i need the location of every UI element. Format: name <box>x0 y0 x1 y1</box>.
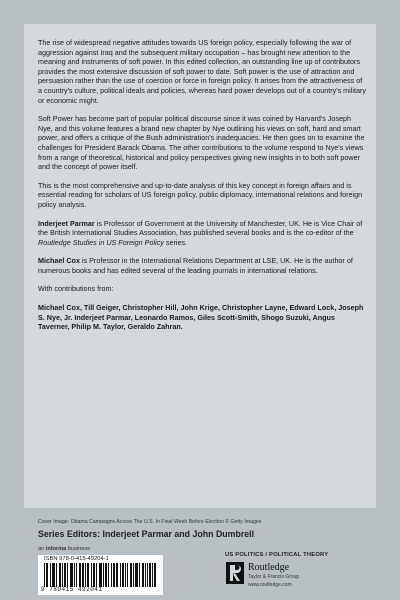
barcode-bar <box>76 563 77 587</box>
publisher-name: Routledge <box>248 562 290 573</box>
barcode-bar <box>85 563 86 587</box>
publisher-url: www.routledge.com <box>248 582 292 588</box>
barcode-bar <box>62 563 63 587</box>
barcode-bar <box>71 563 72 587</box>
routledge-logo-icon <box>226 562 244 584</box>
barcode-bar <box>88 563 89 587</box>
barcode-bar <box>82 563 83 587</box>
barcode-bar <box>80 563 81 587</box>
barcode-bar <box>93 563 94 587</box>
barcode-bar <box>136 563 137 587</box>
barcode-bar <box>106 563 107 587</box>
editor-bio-cox <box>38 256 366 275</box>
barcode-bar <box>101 563 102 587</box>
series-editors: Series Editors: Inderjeet Parmar and John Dumbrell <box>38 529 255 539</box>
barcode-bar <box>127 563 128 587</box>
barcode-bar <box>152 563 153 587</box>
editor-name-parmar: Inderjeet Parmar <box>38 218 95 228</box>
contributors-list: Michael Cox, Till Geiger, Christopher Hill, John Krige, Christopher Layne, Edward Lock, Joseph S. Nye, Jr. Inderjeet Parmar, Leonardo Ramos, Giles Scott-Smith, Shogo Suzuki, Angus Taverner, Philip M. Taylor, Geraldo Zahran. <box>38 303 364 332</box>
barcode-bar <box>53 563 54 587</box>
barcode-bar <box>122 563 123 587</box>
editor-bio-parmar-end: series. <box>163 237 188 247</box>
barcode-bar <box>87 563 88 587</box>
barcode-bar <box>149 563 150 587</box>
barcode-bar <box>56 563 57 587</box>
barcode-bar <box>113 563 114 587</box>
barcode-bar <box>70 563 71 587</box>
publisher-group: Taylor & Francis Group <box>248 574 300 580</box>
editor-bio-parmar-text: is Professor of Government at the University of Manchester, UK. He is Vice Chair of the British International Studies Association, has published several books and is the co-editor of the <box>38 218 363 238</box>
barcode-bar <box>44 563 45 587</box>
barcode-bar <box>155 563 156 587</box>
barcode-bar <box>143 563 144 587</box>
barcode-bar <box>59 563 60 587</box>
barcode-bar <box>60 563 61 587</box>
barcode-bars <box>44 563 157 587</box>
barcode-bar <box>64 563 65 587</box>
barcode-bar <box>72 563 73 587</box>
barcode-bar <box>52 563 53 587</box>
barcode-bar <box>123 563 124 587</box>
subject-category: US POLITICS / POLITICAL THEORY <box>225 552 329 558</box>
barcode-bar <box>120 563 121 587</box>
blurb-paragraph-1: The rise of widespread negative attitudes towards US foreign policy, especially following the war of aggression against Iraq and the subsequent military occupation – has brought new attention to the meaning and instruments of soft power. In this edited collection, an outstanding line up of contributors provides the most extensive discussion of soft power to date. Soft power is the use of attraction and persuasion rather than the use of coercion or force in foreign policy. It arises from the attractiveness of a country's culture, political ideals and policies, whereas hard power develops out of a country's military or economic might. <box>38 38 366 105</box>
series-title: Routledge Studies in US Foreign Policy <box>38 237 164 247</box>
barcode-bar <box>137 563 138 587</box>
barcode-bar <box>150 563 151 587</box>
isbn-digits: 9 780415 492041 <box>41 586 103 593</box>
barcode-bar <box>91 563 92 587</box>
barcode-bar <box>125 563 126 587</box>
barcode-bar <box>103 563 104 587</box>
barcode-bar <box>147 563 148 587</box>
barcode-bar <box>131 563 132 587</box>
barcode-bar <box>54 563 55 587</box>
barcode-bar <box>100 563 101 587</box>
barcode-bar <box>105 563 106 587</box>
back-cover-text <box>38 38 366 341</box>
barcode-bar <box>94 563 95 587</box>
blurb-paragraph-2: Soft Power has become part of popular political discourse since it was coined by Harvard's Joseph Nye, and this volume features a brand new chapter by Nye outlining his views on soft, hard and smart power, and offers a critique of the Bush administration's inadequacies. He then goes on to examine the challenges for President Barack Obama. The other contributions to the volume respond to Nye's views from a range of theoretical, historical and policy perspectives giving new insights in to both soft power and the concept of power itself. <box>38 114 365 172</box>
cover-image-credit: Cover Image: Obama Campaigns Across The U.S. In Final Week Before Election © Getty Images <box>38 519 262 525</box>
barcode-bar <box>99 563 100 587</box>
barcode-bar <box>114 563 115 587</box>
barcode-bar <box>111 563 112 587</box>
barcode-bar <box>46 563 47 587</box>
barcode <box>38 555 163 595</box>
barcode-bar <box>74 563 75 587</box>
informa-logo: informa <box>45 546 67 552</box>
editor-bio-cox-text: is Professor in the International Relations Department at LSE, UK. He is the author of numerous books and has edited several of the leading journals in international relations. <box>38 256 353 275</box>
barcode-bar <box>130 563 131 587</box>
editor-bio-parmar <box>38 219 366 248</box>
barcode-bar <box>154 563 155 587</box>
barcode-bar <box>79 563 80 587</box>
barcode-bar <box>67 563 68 587</box>
informa-business <box>38 546 90 552</box>
barcode-bar <box>133 563 134 587</box>
barcode-bar <box>65 563 66 587</box>
barcode-bar <box>142 563 143 587</box>
barcode-bar <box>83 563 84 587</box>
barcode-bar <box>139 563 140 587</box>
barcode-bar <box>135 563 136 587</box>
barcode-bar <box>117 563 118 587</box>
contributions-heading: With contributions from: <box>38 284 114 294</box>
informa-suffix: business <box>66 546 90 552</box>
barcode-bar <box>145 563 146 587</box>
blurb-paragraph-3: This is the most comprehensive and up-to-date analysis of this key concept in foreign affairs and is essential reading for scholars of US foreign policy, public diplomacy, international relations and foreign policy analysis. <box>38 180 363 209</box>
barcode-bar <box>47 563 48 587</box>
barcode-bar <box>50 563 51 587</box>
isbn-label: ISBN 978-0-415-49204-1 <box>44 556 109 562</box>
barcode-bar <box>116 563 117 587</box>
barcode-bar <box>96 563 97 587</box>
informa-prefix: an <box>38 546 46 552</box>
editor-name-cox: Michael Cox <box>38 256 80 266</box>
barcode-bar <box>108 563 109 587</box>
